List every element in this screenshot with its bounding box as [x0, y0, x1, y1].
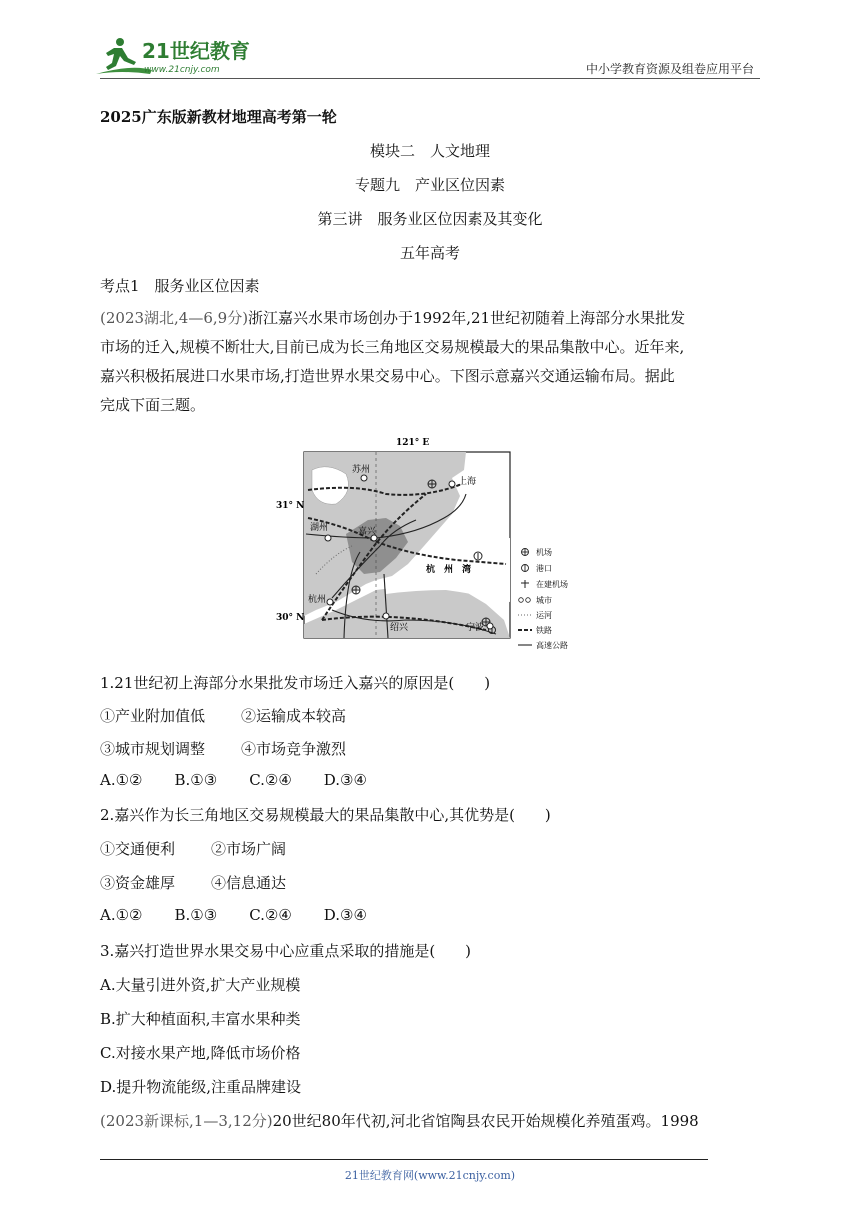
- longitude-label: 121° E: [396, 438, 430, 448]
- city-marker: [383, 613, 389, 619]
- legend-label: 港口: [536, 564, 552, 573]
- question-group-2-stem: (2023新课标,1—3,12分)20世纪80年代初,河北省馆陶县农民开始规模化养殖蛋鸡。1998: [100, 1112, 699, 1130]
- lecture-title: 第三讲 服务业区位因素及其变化: [317, 210, 543, 228]
- section-title: 五年高考: [399, 244, 460, 262]
- question-1-choices: [100, 771, 399, 789]
- kaodian-heading: 考点1 服务业区位因素: [100, 277, 260, 295]
- source-tag: (2023新课标,1—3,12分): [100, 1112, 273, 1130]
- latitude-31-label: 31° N: [276, 501, 305, 511]
- statement-option: ②市场广阔: [211, 840, 287, 858]
- site-logo: [92, 34, 262, 78]
- question-3-stem: 3.嘉兴打造世界水果交易中心应重点采取的措施是( ): [100, 942, 472, 960]
- answer-choice: B.①③: [174, 906, 218, 924]
- city-marker: [449, 481, 455, 487]
- city-label: 上海: [458, 477, 477, 487]
- answer-choice: C.②④: [249, 771, 292, 789]
- statement-option: ①产业附加值低: [100, 707, 206, 725]
- question-1-options-row: [100, 738, 382, 759]
- legend-label: 机场: [536, 548, 552, 557]
- header-platform-text: 中小学教育资源及组卷应用平台: [585, 62, 754, 76]
- jiaxing-transport-map: [276, 434, 596, 656]
- answer-choice: C.对接水果产地,降低市场价格: [100, 1044, 301, 1062]
- city-label: 湖州: [310, 523, 329, 533]
- city-marker: [325, 535, 331, 541]
- statement-option: ①交通便利: [100, 840, 176, 858]
- city-label: 宁波: [466, 623, 485, 633]
- answer-choice: A.①②: [100, 906, 143, 924]
- statement-option: ②运输成本较高: [241, 707, 347, 725]
- legend-label: 高速公路: [536, 641, 568, 650]
- city-label: 苏州: [352, 465, 371, 475]
- topic-title: 专题九 产业区位因素: [354, 176, 505, 194]
- answer-choice: A.①②: [100, 771, 143, 789]
- question-1-stem: 1.21世纪初上海部分水果批发市场迁入嘉兴的原因是( ): [100, 674, 491, 692]
- page-header: [0, 0, 860, 84]
- answer-choice: D.③④: [323, 771, 367, 789]
- question-group-1-stem: (2023湖北,4—6,9分)浙江嘉兴水果市场创办于1992年,21世纪初随着上海部分水果批发 市场的迁入,规模不断壮大,目前已成为长三角地区交易规模最大的果品集散中心。近年来, 嘉兴积极拓展进口水果市场,打造世界水果交易中心。下图示意嘉兴交通运输布局。据此 完成下面三题。: [100, 309, 686, 414]
- legend-label: 在建机场: [536, 580, 568, 589]
- question-2-options-row: [100, 838, 322, 859]
- footer-text: 21世纪教育网(www.21cnjy.com): [344, 1169, 516, 1182]
- answer-choice: D.③④: [323, 906, 367, 924]
- legend-label: 铁路: [536, 626, 552, 635]
- city-marker: [361, 475, 367, 481]
- city-label: 嘉兴: [358, 527, 377, 537]
- statement-option: ④信息通达: [211, 874, 287, 892]
- module-title: 模块二 人文地理: [369, 142, 490, 160]
- logo-url-text: www.21cnjy.com: [144, 65, 220, 75]
- answer-choice: A.大量引进外资,扩大产业规模: [100, 976, 301, 994]
- question-2-options-row: [100, 872, 322, 893]
- answer-choice: B.①③: [174, 771, 218, 789]
- city-marker: [327, 599, 333, 605]
- document-title: 2025广东版新教材地理高考第一轮: [100, 108, 337, 126]
- bay-label: 杭 州 湾: [426, 565, 472, 575]
- answer-choice: D.提升物流能级,注重品牌建设: [100, 1078, 302, 1096]
- legend-label: 运河: [536, 611, 552, 620]
- answer-choice: C.②④: [249, 906, 292, 924]
- question-2-choices: [100, 906, 399, 924]
- latitude-30-label: 30° N: [276, 613, 305, 623]
- legend-label: 城市: [536, 596, 552, 605]
- statement-option: ③城市规划调整: [100, 740, 206, 758]
- source-tag: (2023湖北,4—6,9分): [100, 309, 249, 327]
- map-figure: [276, 434, 596, 656]
- footer-divider: [100, 1159, 708, 1160]
- logo-main-text: 21世纪教育: [142, 39, 250, 63]
- statement-option: ③资金雄厚: [100, 874, 176, 892]
- city-label: 杭州: [308, 595, 327, 605]
- header-divider: [100, 78, 760, 79]
- city-label: 绍兴: [390, 623, 409, 633]
- airport-icon: [428, 480, 436, 488]
- map-legend: [518, 547, 568, 650]
- statement-option: ④市场竞争激烈: [241, 740, 347, 758]
- question-2-stem: 2.嘉兴作为长三角地区交易规模最大的果品集散中心,其优势是( ): [100, 806, 551, 824]
- question-1-options-row: [100, 705, 382, 726]
- answer-choice: B.扩大种植面积,丰富水果种类: [100, 1010, 301, 1028]
- city-marker: [487, 623, 493, 629]
- airport-icon: [352, 586, 360, 594]
